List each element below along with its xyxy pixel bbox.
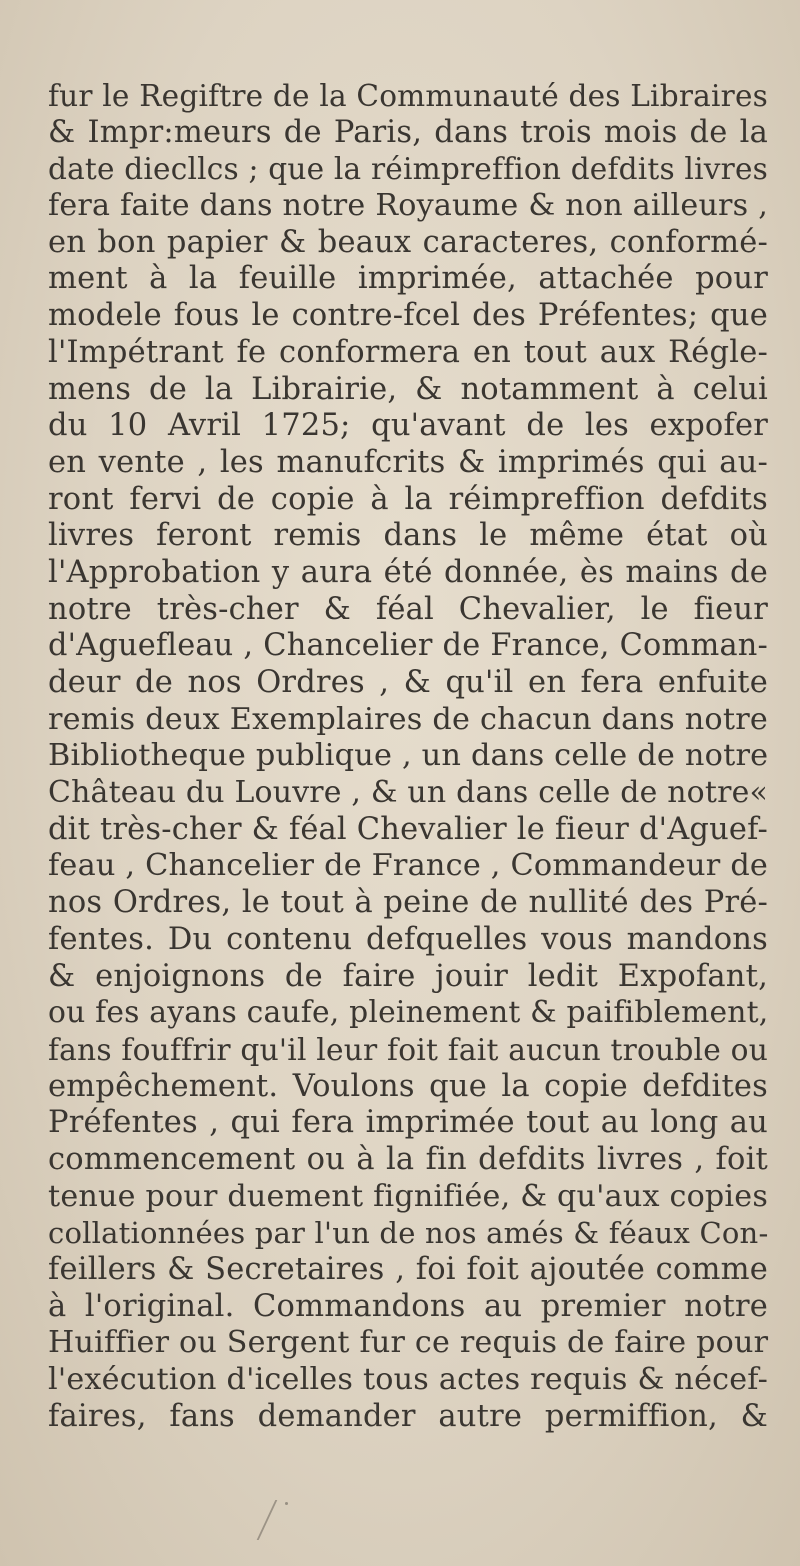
text-line: notre très-cher & féal Chevalier, le fieur: [48, 591, 768, 627]
text-line: tenue pour duement fignifiée, & qu'aux copies: [48, 1178, 768, 1214]
text-line: Château du Louvre , & un dans celle de notre«: [48, 775, 768, 811]
text-line: deur de nos Ordres , & qu'il en fera enfuite: [48, 665, 768, 700]
text-line: modele fous le contre-fcel des Préfentes; que: [48, 298, 768, 334]
text-line: dit très-cher & féal Chevalier le fieur d'Aguef-: [48, 811, 768, 847]
text-line: collationnées par l'un de nos amés & féaux Con-: [48, 1216, 769, 1251]
text-line: & enjoignons de faire jouir ledit Expofant,: [48, 958, 768, 994]
text-line: l'exécution d'icelles tous actes requis & nécef-: [48, 1362, 768, 1398]
text-line: du 10 Avril 1725; qu'avant de les expofer: [48, 408, 768, 444]
text-line: en vente , les manufcrits & imprimés qui au-: [48, 444, 768, 480]
text-line: à l'original. Commandons au premier notre: [48, 1288, 768, 1324]
text-line: Préfentes , qui fera imprimée tout au long au: [48, 1105, 768, 1141]
text-line: date diecllcs ; que la réimpreffion defdits livres: [48, 152, 768, 187]
text-line: fur le Regiftre de la Communauté des Libraires: [48, 79, 768, 113]
text-line: ront fervi de copie à la réimpreffion defdits: [48, 481, 768, 517]
text-line: nos Ordres, le tout à peine de nullité des Pré-: [48, 885, 768, 921]
text-line: fentes. Du contenu defquelles vous mandons: [48, 921, 768, 957]
text-line: ou fes ayans caufe, pleinement & paifiblement,: [48, 995, 769, 1031]
text-line: feillers & Secretaires , foi foit ajoutée comme: [48, 1252, 768, 1287]
text-line: & Impr:meurs de Paris, dans trois mois de la: [48, 114, 768, 150]
text-line: Bibliotheque publique , un dans celle de notre: [48, 738, 769, 774]
text-line: en bon papier & beaux caracteres, conformé-: [48, 224, 768, 260]
text-line: fera faite dans notre Royaume & non ailleurs ,: [48, 188, 768, 224]
text-line: fans fouffrir qu'il leur foit fait aucun trouble ou: [48, 1031, 768, 1067]
text-line: d'Aguefleau , Chancelier de France, Comman-: [48, 628, 768, 664]
text-line: empêchement. Voulons que la copie defdites: [48, 1068, 768, 1104]
text-line: ment à la feuille imprimée, attachée pour: [48, 261, 768, 297]
text-line: mens de la Librairie, & notamment à celui: [48, 371, 768, 407]
text-line: remis deux Exemplaires de chacun dans notre: [48, 701, 768, 737]
text-line: livres feront remis dans le même état où: [48, 518, 768, 554]
text-line: l'Approbation y aura été donnée, ès mains de: [48, 554, 768, 590]
text-line: Huiffier ou Sergent fur ce requis de faire pour: [48, 1325, 769, 1361]
document-body: [48, 78, 768, 1435]
ink-speck: [285, 1502, 288, 1505]
text-line: faires, fans demander autre permiffion, &: [48, 1398, 768, 1434]
ink-mark: [257, 1500, 292, 1540]
text-line: l'Impétrant fe conformera en tout aux Régle-: [48, 334, 768, 370]
text-line: commencement ou à la fin defdits livres , foit: [48, 1141, 768, 1177]
text-line: feau , Chancelier de France , Commandeur de: [48, 848, 769, 884]
